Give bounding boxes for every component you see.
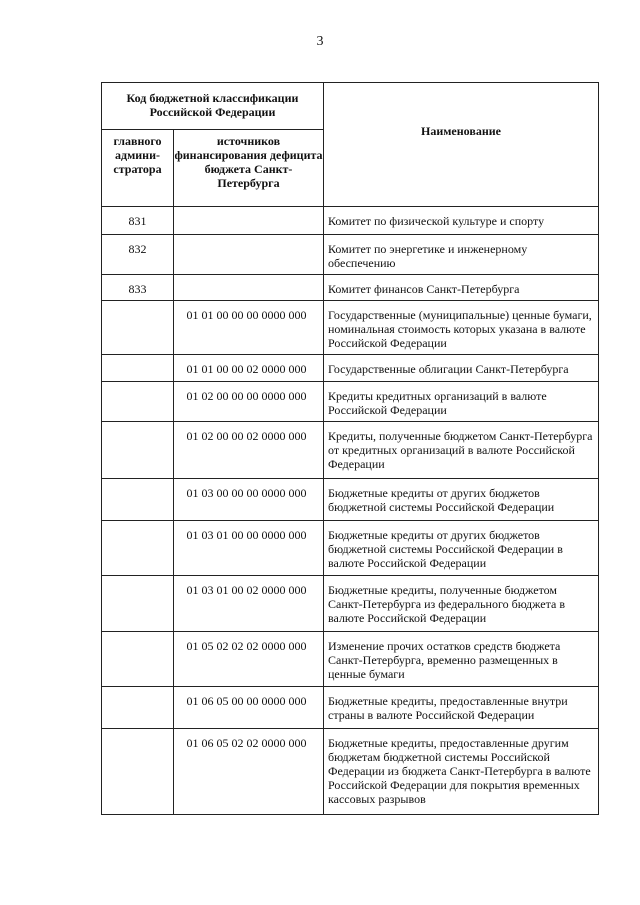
- admin-code: 831: [102, 207, 174, 235]
- source-code: 01 03 01 00 02 0000 000: [174, 576, 324, 632]
- row-name: Государственные (муниципальные) ценные бумаги, номинальная стоимость которых указана в валюте Российской Федерации: [324, 301, 599, 355]
- admin-code: 832: [102, 235, 174, 275]
- table-row: [102, 355, 599, 382]
- header-name: Наименование: [324, 83, 599, 207]
- table-row: [102, 479, 599, 521]
- table-row: [102, 207, 599, 235]
- source-code: [174, 235, 324, 275]
- admin-code: [102, 382, 174, 422]
- header-source: источников финансирования дефицита бюджета Санкт-Петербурга: [174, 130, 324, 207]
- admin-code: 833: [102, 275, 174, 301]
- table-row: [102, 275, 599, 301]
- row-name: Комитет по энергетике и инженерному обеспечению: [324, 235, 599, 275]
- admin-code: [102, 729, 174, 815]
- admin-code: [102, 687, 174, 729]
- source-code: 01 05 02 02 02 0000 000: [174, 632, 324, 687]
- source-code: 01 02 00 00 02 0000 000: [174, 422, 324, 479]
- admin-code: [102, 479, 174, 521]
- row-name: Кредиты кредитных организаций в валюте Российской Федерации: [324, 382, 599, 422]
- source-code: [174, 275, 324, 301]
- row-name: Бюджетные кредиты от других бюджетов бюджетной системы Российской Федерации: [324, 479, 599, 521]
- table-row: [102, 576, 599, 632]
- table-row: [102, 687, 599, 729]
- source-code: 01 03 00 00 00 0000 000: [174, 479, 324, 521]
- header-admin: главного админи-стратора: [102, 130, 174, 207]
- source-code: 01 01 00 00 00 0000 000: [174, 301, 324, 355]
- source-code: 01 03 01 00 00 0000 000: [174, 521, 324, 576]
- table-row: [102, 521, 599, 576]
- source-code: 01 02 00 00 00 0000 000: [174, 382, 324, 422]
- admin-code: [102, 355, 174, 382]
- row-name: Бюджетные кредиты, полученные бюджетом Санкт-Петербурга из федерального бюджета в валюте Российской Федерации: [324, 576, 599, 632]
- header-row-top: [102, 83, 599, 130]
- admin-code: [102, 521, 174, 576]
- admin-code: [102, 301, 174, 355]
- source-code: 01 01 00 00 02 0000 000: [174, 355, 324, 382]
- table-row: [102, 301, 599, 355]
- budget-classification-table: [101, 82, 599, 815]
- admin-code: [102, 632, 174, 687]
- row-name: Бюджетные кредиты, предоставленные другим бюджетам бюджетной системы Российской Федерации из бюджета Санкт-Петербурга в валюте Российской Федерации для покрытия временных кассовых разрывов: [324, 729, 599, 815]
- row-name: Государственные облигации Санкт-Петербурга: [324, 355, 599, 382]
- admin-code: [102, 422, 174, 479]
- table-row: [102, 422, 599, 479]
- page-number: 3: [316, 34, 324, 49]
- source-code: [174, 207, 324, 235]
- header-group-title: Код бюджетной классификации Российской Федерации: [102, 83, 324, 130]
- table-row: [102, 235, 599, 275]
- row-name: Бюджетные кредиты, предоставленные внутри страны в валюте Российской Федерации: [324, 687, 599, 729]
- table-row: [102, 632, 599, 687]
- source-code: 01 06 05 00 00 0000 000: [174, 687, 324, 729]
- row-name: Бюджетные кредиты от других бюджетов бюджетной системы Российской Федерации в валюте Российской Федерации: [324, 521, 599, 576]
- admin-code: [102, 576, 174, 632]
- source-code: 01 06 05 02 02 0000 000: [174, 729, 324, 815]
- table-row: [102, 382, 599, 422]
- table-row: [102, 729, 599, 815]
- row-name: Комитет по физической культуре и спорту: [324, 207, 599, 235]
- row-name: Комитет финансов Санкт-Петербурга: [324, 275, 599, 301]
- row-name: Кредиты, полученные бюджетом Санкт-Петербурга от кредитных организаций в валюте Российской Федерации: [324, 422, 599, 479]
- row-name: Изменение прочих остатков средств бюджета Санкт-Петербурга, временно размещенных в ценные бумаги: [324, 632, 599, 687]
